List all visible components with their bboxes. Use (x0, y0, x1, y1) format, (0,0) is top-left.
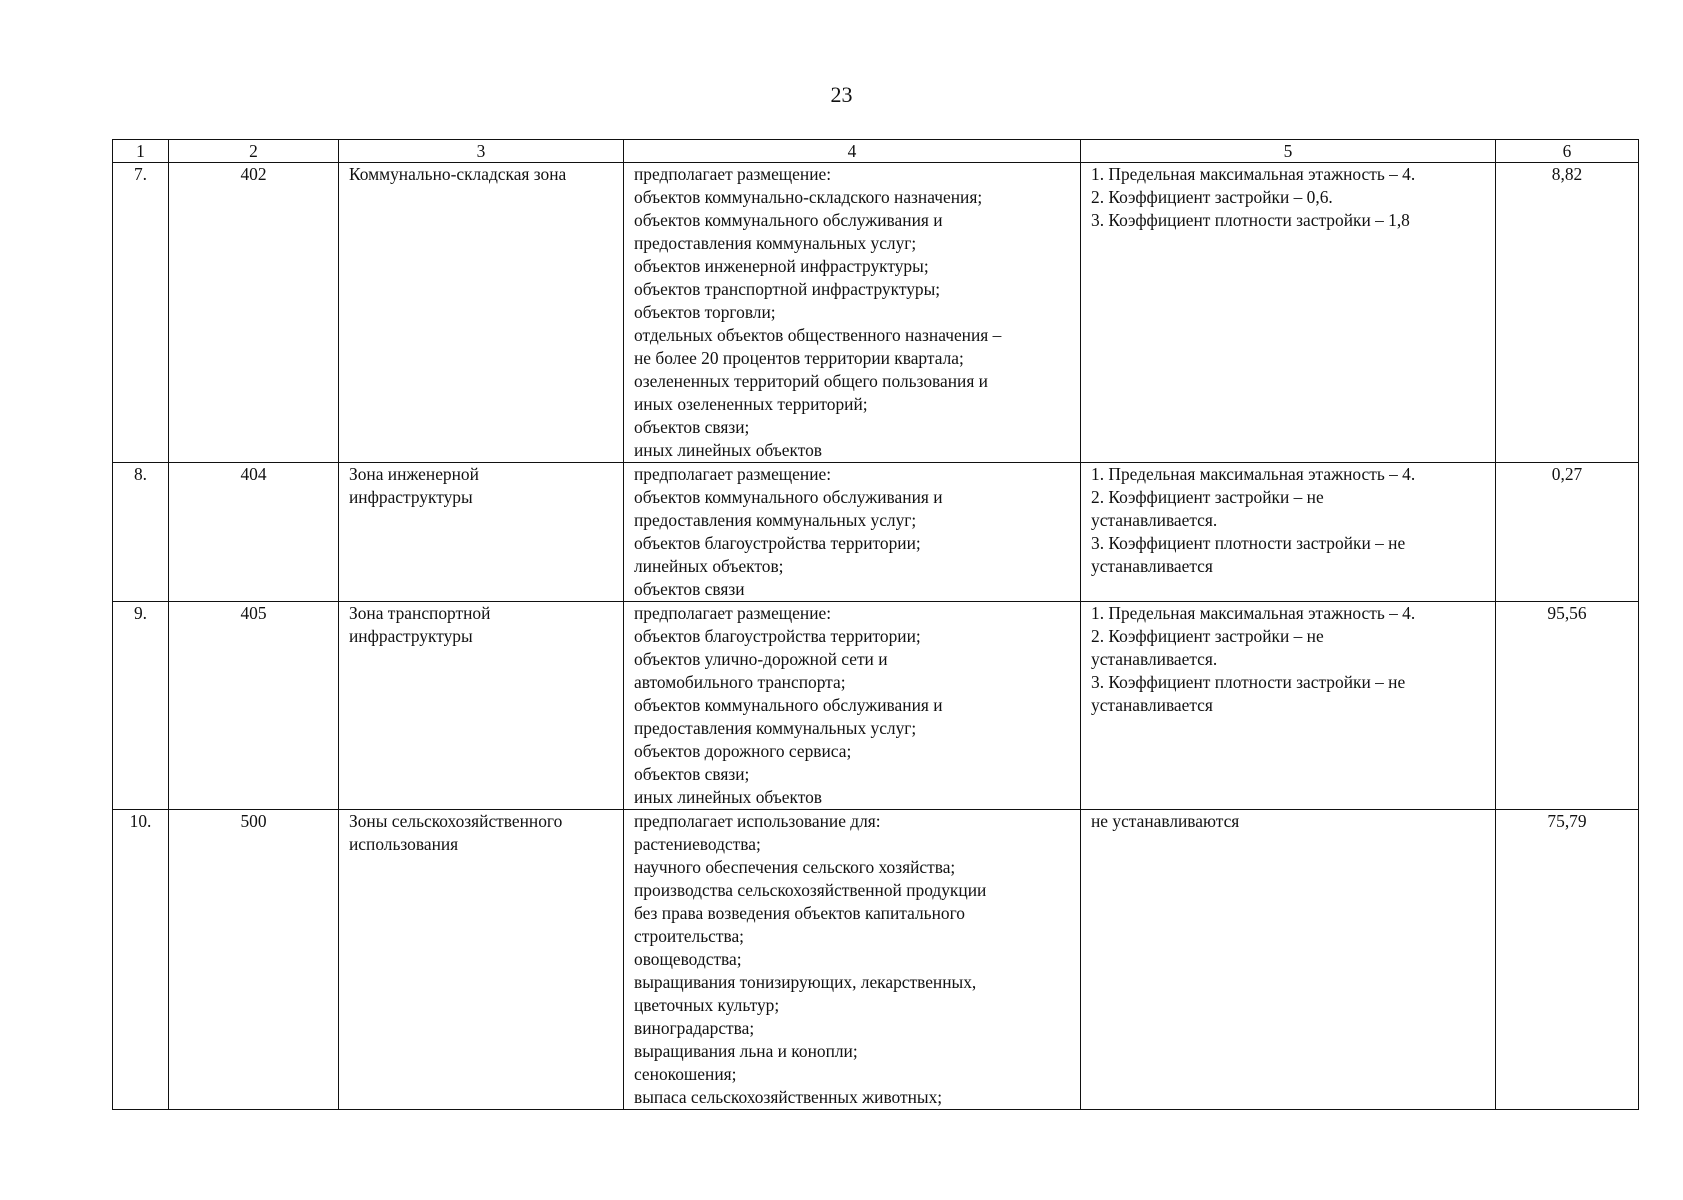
permitted-uses-cell-line: отдельных объектов общественного назначения – (634, 325, 1002, 345)
zone-name-cell-line: использования (349, 834, 459, 854)
parameters-cell-line: устанавливается (1091, 695, 1213, 715)
parameters-cell-line: устанавливается. (1091, 649, 1218, 669)
table-row (113, 810, 1639, 1110)
zone-name-cell-line: Зона транспортной (349, 603, 491, 623)
permitted-uses-cell-line: объектов коммунально-складского назначения; (634, 187, 983, 207)
table-header-row (113, 140, 1639, 163)
parameters-cell-line: 2. Коэффициент застройки – не (1091, 626, 1324, 646)
parameters-cell-line: 1. Предельная максимальная этажность – 4. (1091, 464, 1416, 484)
permitted-uses-cell-line: объектов транспортной инфраструктуры; (634, 279, 941, 299)
zone-name-cell-line: Зона инженерной (349, 464, 479, 484)
table-row (113, 463, 1639, 602)
row-number-cell: 7. (113, 163, 169, 463)
area-cell: 75,79 (1496, 810, 1639, 1110)
permitted-uses-cell-line: объектов инженерной инфраструктуры; (634, 256, 929, 276)
permitted-uses-cell-line: объектов улично-дорожной сети и (634, 649, 888, 669)
permitted-uses-cell-line: производства сельскохозяйственной продукции (634, 880, 987, 900)
parameters-cell-line: 2. Коэффициент застройки – 0,6. (1091, 187, 1333, 207)
permitted-uses-cell-line: объектов связи (634, 579, 745, 599)
parameters-cell-line: устанавливается (1091, 556, 1213, 576)
permitted-uses-cell (624, 463, 1081, 602)
zone-name-cell-line: инфраструктуры (349, 626, 473, 646)
parameters-cell-line: 1. Предельная максимальная этажность – 4. (1091, 603, 1416, 623)
permitted-uses-cell-line: выращивания льна и конопли; (634, 1041, 858, 1061)
permitted-uses-cell-line: без права возведения объектов капитального (634, 903, 965, 923)
permitted-uses-cell-line: не более 20 процентов территории квартала; (634, 348, 964, 368)
column-header-2: 2 (169, 140, 339, 163)
permitted-uses-cell-line: цветочных культур; (634, 995, 780, 1015)
permitted-uses-cell-line: предоставления коммунальных услуг; (634, 510, 917, 530)
permitted-uses-cell-line: автомобильного транспорта; (634, 672, 846, 692)
permitted-uses-cell-line: сенокошения; (634, 1064, 737, 1084)
page-number: 23 (830, 82, 853, 107)
permitted-uses-cell-line: предполагает размещение: (634, 164, 832, 184)
permitted-uses-cell-line: научного обеспечения сельского хозяйства; (634, 857, 956, 877)
permitted-uses-cell-line: виноградарства; (634, 1018, 755, 1038)
zone-name-cell (339, 602, 624, 810)
permitted-uses-cell-line: выпаса сельскохозяйственных животных; (634, 1087, 943, 1107)
zone-code-cell: 500 (169, 810, 339, 1110)
zone-name-cell-line: инфраструктуры (349, 487, 473, 507)
parameters-cell-line: устанавливается. (1091, 510, 1218, 530)
parameters-cell-line: не устанавливаются (1091, 811, 1240, 831)
parameters-cell-line: 3. Коэффициент плотности застройки – 1,8 (1091, 210, 1410, 230)
permitted-uses-cell-line: иных линейных объектов (634, 787, 823, 807)
column-header-1: 1 (113, 140, 169, 163)
area-cell: 0,27 (1496, 463, 1639, 602)
permitted-uses-cell-line: объектов связи; (634, 417, 750, 437)
permitted-uses-cell-line: объектов коммунального обслуживания и (634, 210, 943, 230)
column-header-5: 5 (1081, 140, 1496, 163)
permitted-uses-cell-line: объектов коммунального обслуживания и (634, 487, 943, 507)
permitted-uses-cell-line: строительства; (634, 926, 745, 946)
parameters-cell (1081, 463, 1496, 602)
permitted-uses-cell-line: предполагает размещение: (634, 603, 832, 623)
permitted-uses-cell (624, 602, 1081, 810)
row-number-cell: 8. (113, 463, 169, 602)
zone-name-cell-line: Коммунально-складская зона (349, 164, 567, 184)
row-number-cell: 9. (113, 602, 169, 810)
table-body (113, 163, 1639, 1110)
zones-table (112, 139, 1639, 1110)
column-header-3: 3 (339, 140, 624, 163)
permitted-uses-cell-line: овощеводства; (634, 949, 742, 969)
column-header-6: 6 (1496, 140, 1639, 163)
parameters-cell (1081, 163, 1496, 463)
parameters-cell-line: 1. Предельная максимальная этажность – 4. (1091, 164, 1416, 184)
column-header-4: 4 (624, 140, 1081, 163)
permitted-uses-cell-line: выращивания тонизирующих, лекарственных, (634, 972, 977, 992)
permitted-uses-cell (624, 810, 1081, 1110)
permitted-uses-cell-line: предполагает размещение: (634, 464, 832, 484)
permitted-uses-cell-line: линейных объектов; (634, 556, 784, 576)
permitted-uses-cell-line: предоставления коммунальных услуг; (634, 233, 917, 253)
table-row (113, 602, 1639, 810)
permitted-uses-cell (624, 163, 1081, 463)
zone-name-cell (339, 163, 624, 463)
permitted-uses-cell-line: иных линейных объектов (634, 440, 823, 460)
permitted-uses-cell-line: озелененных территорий общего пользования и (634, 371, 988, 391)
permitted-uses-cell-line: объектов торговли; (634, 302, 776, 322)
row-number-cell: 10. (113, 810, 169, 1110)
parameters-cell (1081, 810, 1496, 1110)
permitted-uses-cell-line: объектов благоустройства территории; (634, 533, 921, 553)
parameters-cell-line: 3. Коэффициент плотности застройки – не (1091, 533, 1406, 553)
permitted-uses-cell-line: объектов благоустройства территории; (634, 626, 921, 646)
permitted-uses-cell-line: растениеводства; (634, 834, 761, 854)
parameters-cell-line: 3. Коэффициент плотности застройки – не (1091, 672, 1406, 692)
permitted-uses-cell-line: объектов дорожного сервиса; (634, 741, 852, 761)
permitted-uses-cell-line: предполагает использование для: (634, 811, 881, 831)
zone-name-cell (339, 810, 624, 1110)
permitted-uses-cell-line: объектов коммунального обслуживания и (634, 695, 943, 715)
zone-name-cell (339, 463, 624, 602)
permitted-uses-cell-line: иных озелененных территорий; (634, 394, 868, 414)
area-cell: 95,56 (1496, 602, 1639, 810)
parameters-cell-line: 2. Коэффициент застройки – не (1091, 487, 1324, 507)
zone-name-cell-line: Зоны сельскохозяйственного (349, 811, 563, 831)
permitted-uses-cell-line: предоставления коммунальных услуг; (634, 718, 917, 738)
zone-code-cell: 405 (169, 602, 339, 810)
table-row (113, 163, 1639, 463)
area-cell: 8,82 (1496, 163, 1639, 463)
parameters-cell (1081, 602, 1496, 810)
zone-code-cell: 404 (169, 463, 339, 602)
zone-code-cell: 402 (169, 163, 339, 463)
permitted-uses-cell-line: объектов связи; (634, 764, 750, 784)
